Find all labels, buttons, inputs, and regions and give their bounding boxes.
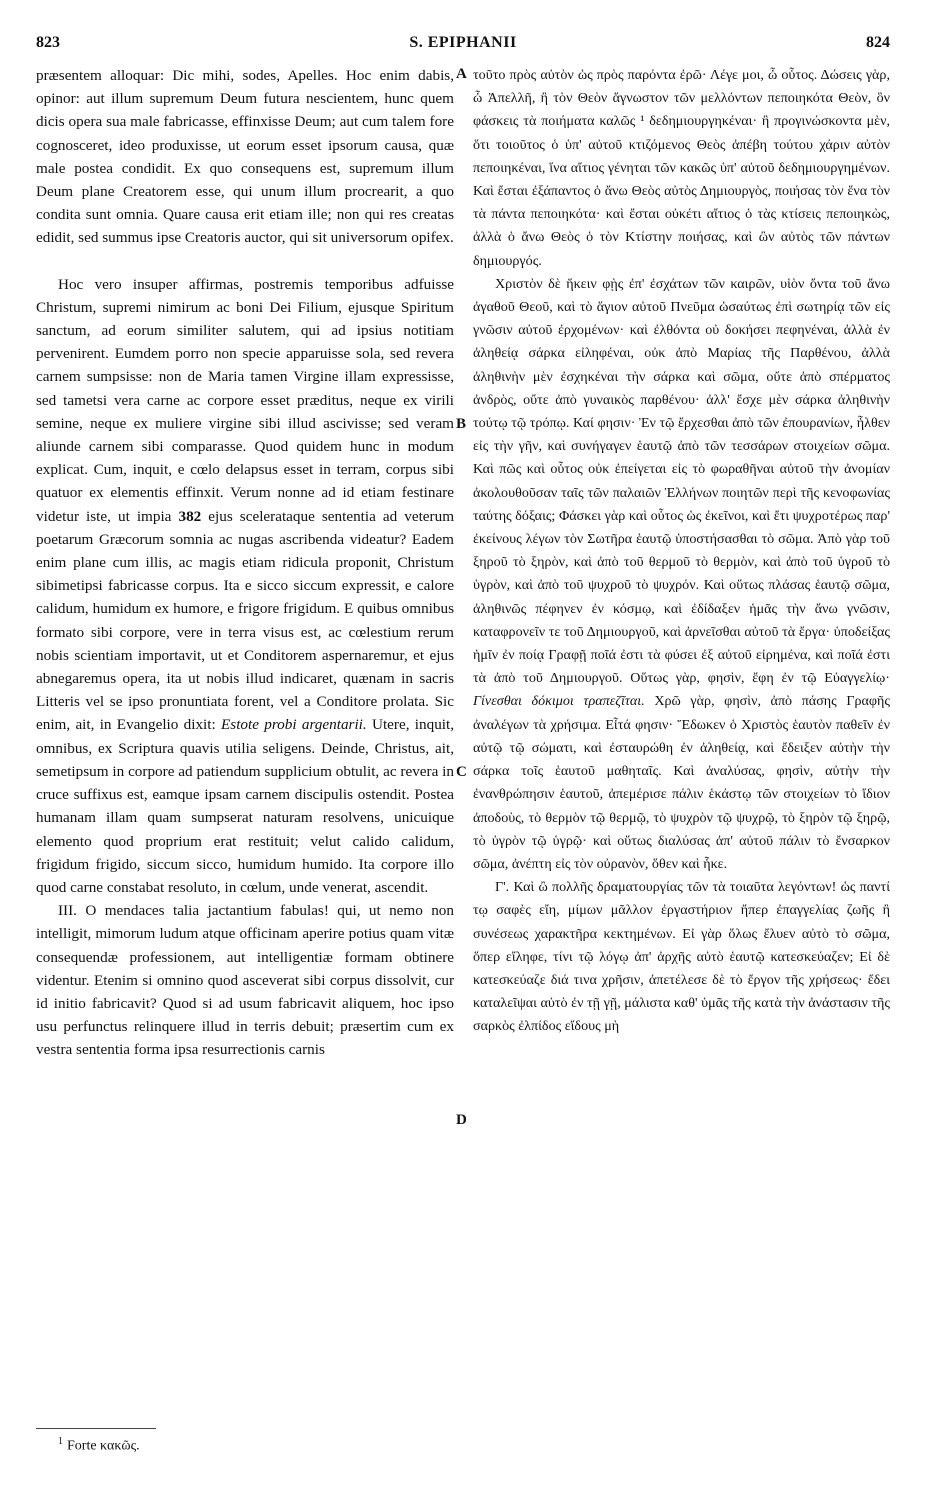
footnote [58, 1436, 140, 1455]
footnote-text: Forte κακῶς. [67, 1438, 140, 1454]
section-marker-b: B [456, 416, 467, 432]
latin-quote: Estote probi argentarii. [221, 716, 367, 734]
greek-quote: Γίνεσθαι δόκιμοι τραπεζῖται. [473, 693, 645, 710]
footnote-rule [36, 1428, 156, 1429]
section-marker-a: A [456, 66, 467, 82]
latin-paragraph-2-part-3: Utere, inquit, omnibus, ex Scriptura quavis utilia seligens. Deinde, Christus, ait, semetipsum in corpore ad patiendum supplicium obtulit, ac revera in cruce suffixus est, eamque ipsam carnem discipulis ostendit. Postea humanam illam quam sumpserat naturam resolvens, unicuique elemento quod proprium erat restituit; velut calido calidum, frigidum frigido, siccum sicco, humidum humido. Ita corpore illo quod carne constabat resoluto, in cœlum, unde venerat, ascendit. [36, 716, 455, 896]
latin-paragraph-1: præsentem alloquar: Dic mihi, sodes, Apelles. Hoc enim dabis, opinor: aut illum supremum Deum futura nescientem, hunc quem dicis opera sua male fabricasse, effinxisse Deum; aut cum talem fore cognosceret, ideo produxisse, ut eorum esset ipsorum causa, quæ male postea condidit. Ex quo consequens est, supremum illum Deum plane Creatorem esse, qui unum illum procrearit, a quo condita sunt omnia. Quare causa erit etiam ille; non qui res creatas edidit, sed summus ipse Creatoris auctor, qui sit universorum opifex. [36, 67, 454, 247]
greek-paragraph-2 [473, 273, 890, 876]
latin-paragraph-2-part-2: ejus scelerataque sententia ad veterum poetarum Græcorum somnia ac nugas ascribenda videatur? Eadem enim plane cum illis, ac magis etiam ridicula proponit, Christum sibimetipsi fabricasse corpus. Ita e sicco siccum expressit, e calore calidum, humidum ex humore, e frigore frigidum. E quibus omnibus formato sibi corpore, vere in terra visus est, ac cœlestium rerum nobis scientiam importavit, ut et Conditorem aspernaremur, et ejus abnegaremus opera, ita ut nobis illud indicaret, quænam in sacris Litteris vel se ipso pronuntiata forent, vel a Conditore prolata. Sic enim, ait, in Evangelio dixit: [36, 507, 455, 734]
greek-column [473, 64, 890, 1039]
page-number-left: 823 [36, 34, 60, 51]
section-marker-c: C [456, 764, 467, 780]
greek-paragraph-1: τοῦτο πρὸς αὐτὸν ὡς πρὸς παρόντα ἐρῶ· Λέγε μοι, ὦ οὗτος. Δώσεις γὰρ, ὦ Ἀπελλῆ, ἢ τὸν Θεὸν ἄγνωστον τῶν μελλόντων πεποιηκότα Θεὸν, ὃν φάσκεις τὰ ποιήματα καλῶς ¹ δεδημιουργηκέναι· ἢ προγινώσκοντα μὲν, ὅτι τοιοῦτος ὁ ὑπ' αὐτοῦ κτιζόμενος Θεὸς ἀπέβη τούτου χάριν αὐτὸν πεποιηκέναι, ἵνα αἴτιος γένηται τῶν κακῶς ὑπ' αὐτοῦ δεδημιουργημένων. Καὶ ἔσται ἐξάπαντος ὁ ἄνω Θεὸς αὐτὸς Δημιουργὸς, ποιήσας τὸν ἕνα τὸν τὰ πάντα πεποιηκότα· καὶ ἔσται οὐκέτι αἴτιος ὁ τὰς κτίσεις πεποιηκὼς, ἀλλὰ ὁ ἄνω Θεὸς ὁ τὸν Κτίστην ποιήσας, καὶ ὢν αὐτὸς τῶν πάντων δημιουργός. [473, 67, 890, 269]
latin-column [36, 64, 454, 1062]
section-marker-d: D [456, 1112, 467, 1128]
greek-paragraph-2-part-2: Χρῶ γὰρ, φησὶν, ἀπὸ πάσης Γραφῆς ἀναλέγων τὰ χρήσιμα. Εἶτά φησιν· Ἔδωκεν ὁ Χριστὸς ἑαυτὸν παθεῖν ἐν αὐτῷ τῷ σώματι, καὶ ἐσταυρώθη ἐν ἀληθείᾳ, καὶ ἔδειξεν αὐτὴν τὴν σάρκα τοῖς ἑαυτοῦ μαθηταῖς. Καὶ ἀναλύσας, φησὶν, αὐτὴν τὴν ἐνανθρώπησιν ἑαυτοῦ, ἀπεμέρισε πάλιν ἑκάστῳ τῶν στοιχείων τὸ ἴδιον ἀποδοὺς, τὸ θερμὸν τῷ θερμῷ, τὸ ψυχρὸν τῷ ψυχρῷ, τὸ ξηρὸν τῷ ξηρῷ, τὸ ὑγρὸν τῷ ὑγρῷ· καὶ οὕτως διαλύσας ἀπ' αὐτοῦ πάλιν τὸ ἔνσαρκον σῶμα, ἀνέπτη εἰς τὸν οὐρανὸν, ὅθεν καὶ ἧκε. [473, 693, 890, 872]
footnote-mark: 1 [58, 1436, 63, 1447]
running-title: S. EPIPHANII [409, 34, 517, 51]
greek-paragraph-3: Γ'. Καὶ ὢ πολλῆς δραματουργίας τῶν τὰ τοιαῦτα λεγόντων! ὡς παντί τῳ σαφὲς εἴη, μίμων μᾶλλον ἐργαστήριον ἤπερ ἐπαγγελίας ζωῆς ἢ συνέσεως χαρακτῆρα κεκτημένων. Εἰ γὰρ ὅλως ἔλυεν αὐτὸ τὸ σῶμα, ὅπερ εἴληφε, τίνι τῷ λόγῳ ἀπ' ἀρχῆς αὐτὸ ἑαυτῷ κατεσκεύαζεν; Εἰ δὲ κατεσκεύαζε διά τινα χρῆσιν, ἀπετέλεσε δὲ τὸ ἔργον τῆς χρήσεως· ἔδει καταλεῖψαι αὐτὸ ἐν τῇ γῇ, μάλιστα καθ' ὑμᾶς τῆς κατὰ τὴν ἀνάστασιν τῆς σαρκὸς ἐλπίδος εἴδους μὴ [473, 879, 890, 1035]
latin-paragraph-3: III. O mendaces talia jactantium fabulas! qui, ut nemo non intelligit, mimorum ludum atque officinam aperire potius quam vitæ consequendæ professionem, aut intelligentiæ formam obtinere videntur. Etenim si omnino quod asceverat sibi corpus dissolvit, cur id initio fabricavit? Quod si ad usum fabricavit aliquem, hoc ipso usu perfunctus relinquere illud in terris debuit; præsertim cum ex vestra sententia forma ipsa resurrectionis carnis [36, 902, 454, 1059]
page-header [36, 34, 890, 58]
page-number-right: 824 [866, 34, 890, 51]
latin-paragraph-2 [36, 273, 454, 899]
greek-paragraph-2-part-1: Χριστὸν δὲ ἥκειν φῂς ἐπ' ἐσχάτων τῶν καιρῶν, υἱὸν ὄντα τοῦ ἄνω ἀγαθοῦ Θεοῦ, καὶ τὸ ἅγιον αὐτοῦ Πνεῦμα ὡσαύτως ἐπὶ σωτηρίᾳ τῶν εἰς γνῶσιν αὐτοῦ ἐρχομένων· καὶ ἐλθόντα οὐ δοκήσει πεφηνέναι, ἀλλὰ ἐν ἀληθείᾳ σάρκα εἰληφέναι, οὐκ ἀπὸ Μαρίας τῆς Παρθένου, ἀλλὰ ἀληθινὴν μὲν ἐσχηκέναι τὴν σάρκα καὶ σῶμα, οὔτε ἀπὸ σπέρματος ἀνδρὸς, οὔτε ἀπὸ γυναικὸς παρθένου· ἀλλ' ἔσχε μὲν σάρκα ἀληθινὴν τούτῳ τῷ τρόπῳ. Καί φησιν· Ἐν τῷ ἔρχεσθαι ἀπὸ τῶν ἐπουρανίων, ἦλθεν εἰς τὴν γῆν, καὶ συνήγαγεν ἑαυτῷ ἀπὸ τῶν τεσσάρων στοιχείων σῶμα. Καὶ πῶς καὶ οὗτος οὐκ ἐπείγεται εἰς τὸ φωραθῆναι αὐτοῦ τὴν ἀνομίαν ἀκολουθοῦσαν ταῖς τῶν παλαιῶν Ἑλλήνων ποιητῶν περὶ τῆς κενοφωνίας ταύτης δόξαις; Φάσκει γὰρ καὶ οὗτος ὡς ἐκεῖνοι, καὶ ἔτι ψυχροτέρως παρ' ἐκείνους λέγων τὸν Σωτῆρα ἑαυτῷ ὑποστήσασθαι τὸ σῶμα. Ἀπὸ γὰρ τοῦ ξηροῦ τὸ ξηρὸν, καὶ ἀπὸ τοῦ θερμοῦ τὸ θερμὸν, καὶ ἀπὸ τοῦ ὑγροῦ τὸ ὑγρὸν, καὶ ἀπὸ τοῦ ψυχροῦ τὸ ψυχρόν. Καὶ οὕτως πλάσας ἑαυτῷ σῶμα, ἀληθινῶς πέφηνεν ἐν κόσμῳ, καὶ ἐδίδαξεν ἡμᾶς τὴν ἄνω γνῶσιν, καταφρονεῖν τε τοῦ Δημιουργοῦ, καὶ ἀρνεῖσθαι αὐτοῦ τὰ ἔργα· ὑποδείξας ἡμῖν ἐν ποίᾳ Γραφῇ ποῖά ἐστι τὰ φύσει ἐξ αὐτοῦ εἰρημένα, καὶ ποῖά ἐστι τὰ ἀπὸ τοῦ Δημιουργοῦ. Οὕτως γὰρ, φησὶν, ἔφη ἐν τῷ Εὐαγγελίῳ· [473, 275, 890, 687]
column-number-marker: 382 [178, 507, 202, 525]
latin-paragraph-2-part-1: Hoc vero insuper affirmas, postremis temporibus adfuisse Christum, supremi nimirum ac boni Dei Filium, ejusque Spiritum sanctum, ad eorum similiter salutem, qui ad ipsius notitiam pervenirent. Eumdem porro non specie apparuisse sola, sed revera carnem sumpsisse: non de Maria tamen Virgine illam expressisse, sed tametsi vera carne ac corpore esset præditus, neque ex virili semine, neque ex muliere virgine sibi illud ascivisse; sed veram aliunde carnem sibi comparasse. Quod quidem hunc in modum explicat. Cum, inquit, e cœlo delapsus esset in terram, corpus sibi quatuor ex elementis effinxit. Verum nonne ad id etiam festinare videtur iste, ut impia [36, 275, 454, 525]
